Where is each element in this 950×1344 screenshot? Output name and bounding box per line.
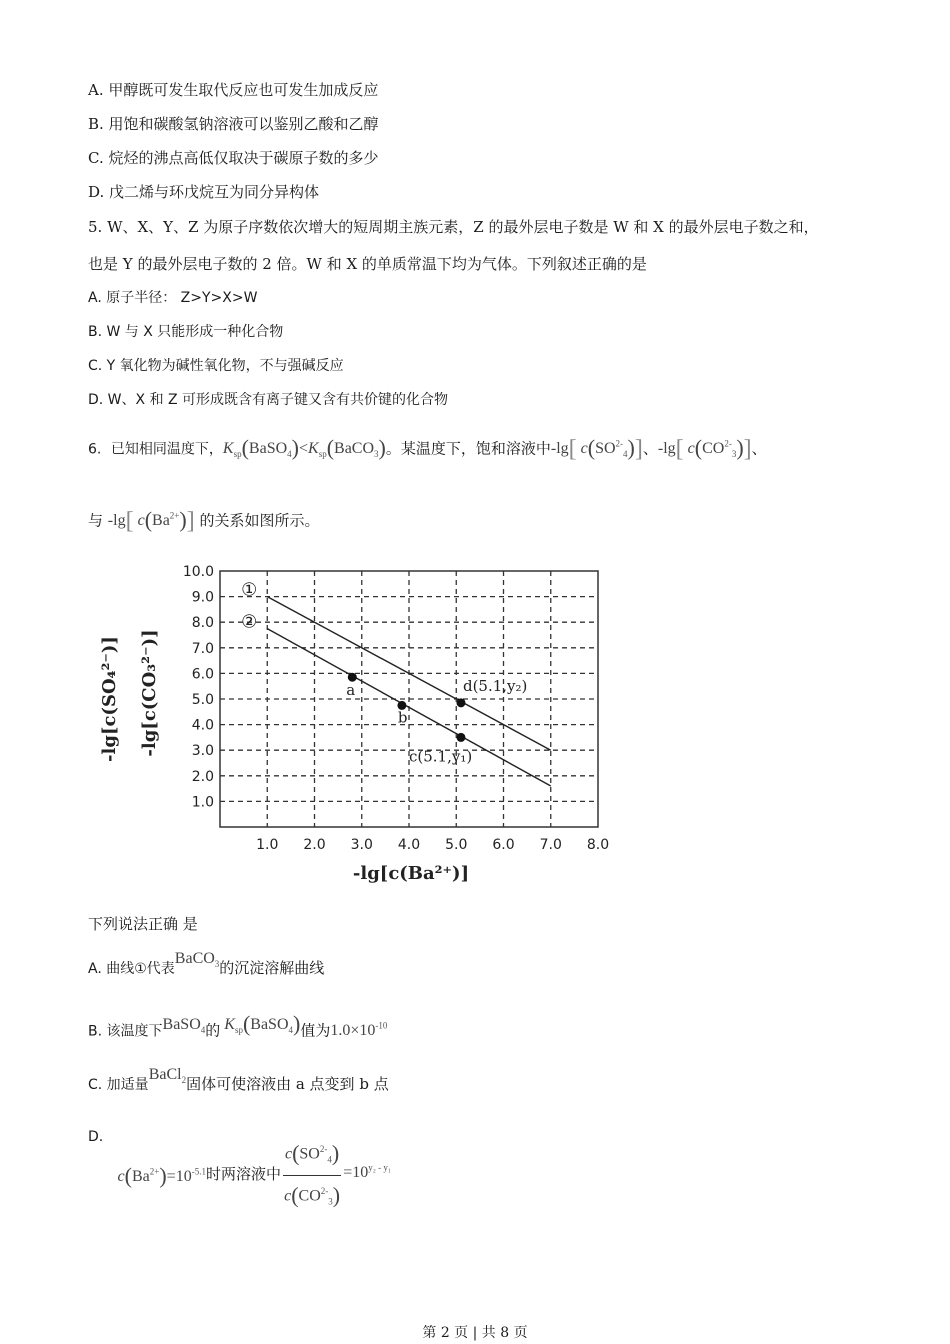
data-point (456, 698, 465, 707)
y-tick-label: 10.0 (182, 564, 214, 580)
q4-option-c: C. 烷烃的沸点高低仅取决于碳原子数的多少 (88, 149, 379, 167)
q4-option-d: D. 戊二烯与环戊烷互为同分异构体 (88, 183, 320, 201)
x-tick-label: 7.0 (539, 837, 562, 853)
y-axis-label-so4: -lg[c(SO₄²⁻)] (99, 636, 120, 762)
x-tick-label: 4.0 (397, 837, 421, 853)
y-tick-label: 3.0 (191, 743, 214, 760)
q4-option-a: A. 甲醇既可发生取代反应也可发生加成反应 (88, 81, 379, 99)
q6-option-c: C. 加适量BaCl$_2$固体可使溶液由 a 点变到 b 点 (88, 1066, 389, 1093)
y-tick-label: 7.0 (191, 640, 214, 657)
y-tick-label: 8.0 (191, 615, 214, 632)
point-label: d(5.1,y₂) (462, 676, 528, 695)
q5-option-c: C. Y 氧化物为碱性氧化物，不与强碱反应 (88, 358, 344, 374)
q6-option-a: A. 曲线①代表BaCO$_3$的沉淀溶解曲线 (88, 950, 325, 977)
curve-label-1: ① (241, 579, 258, 601)
x-tick-label: 3.0 (350, 837, 373, 853)
q6-stem-line1: 6. 已知相同温度下，$K_{sp}(BaSO_4)<K_{sp}(BaCO_3)$。某温度下，饱和溶液中-lg[ $c(SO^{2-}_4)$]、-lg[ $c(CO^{2-}_3)$]、 (88, 435, 767, 463)
point-label: a (346, 681, 356, 700)
q5-option-d: D. W、X 和 Z 可形成既含有离子键又含有共价键的化合物 (88, 392, 449, 408)
page-footer: 第 2 页 | 共 8 页 (422, 1325, 528, 1341)
q6-stem-line2: 与 -lg[ $c(Ba^{2+})$] 的关系如图所示。 (88, 507, 320, 535)
y-tick-label: 9.0 (191, 589, 214, 606)
q5-stem-line1: 5. W、X、Y、Z 为原子序数依次增大的短周期主族元素，Z 的最外层电子数是 W 和 X 的最外层电子数之和， (88, 218, 819, 236)
point-label: c(5.1,y₁) (408, 747, 473, 766)
x-tick-label: 1.0 (256, 837, 279, 853)
q5-option-a: A. 原子半径： Z>Y>X>W (88, 290, 258, 306)
q5-option-b: B. W 与 X 只能形成一种化合物 (88, 324, 284, 340)
y-tick-label: 4.0 (191, 717, 214, 734)
x-tick-label: 8.0 (586, 837, 610, 853)
y-tick-label: 2.0 (191, 768, 214, 785)
y-tick-label: 6.0 (191, 666, 214, 683)
q5-stem-line2: 也是 Y 的最外层电子数的 2 倍。W 和 X 的单质常温下均为气体。下列叙述正确的是 (88, 255, 647, 273)
x-tick-label: 5.0 (445, 837, 468, 853)
q6-question: 下列说法正确 是 (88, 915, 198, 933)
y-tick-label: 5.0 (191, 692, 214, 708)
x-axis-label: -lg[c(Ba²⁺)] (352, 863, 470, 884)
data-point (456, 733, 465, 742)
q6-option-b: B. 该温度下BaSO$_4$的 $K_{sp}(BaSO_4)$值为$1.0\times 10^{-10}$ (88, 1011, 388, 1040)
ratio-fraction: $\frac{c(SO^{2-}_4)}{c(CO^{2-}_3)}$ (283, 1136, 341, 1214)
y-axis-label-co3: -lg[c(CO₃²⁻)] (139, 629, 160, 757)
y-tick-label: 1.0 (191, 794, 214, 811)
x-tick-label: 6.0 (492, 837, 515, 853)
q6-option-d: D. $c(Ba^{2+})=10^{-5.1}$时两溶液中 $\frac{c(SO^{2-}_4)}{c(CO^{2-}_3)}$ $=10^{y_2 - y_1}$ (88, 1124, 391, 1202)
x-tick-label: 2.0 (303, 837, 326, 853)
point-label: b (397, 708, 408, 727)
solubility-chart (95, 555, 625, 895)
q4-option-b: B. 用饱和碳酸氢钠溶液可以鉴别乙酸和乙醇 (88, 115, 379, 133)
curve-label-2: ② (241, 611, 258, 633)
